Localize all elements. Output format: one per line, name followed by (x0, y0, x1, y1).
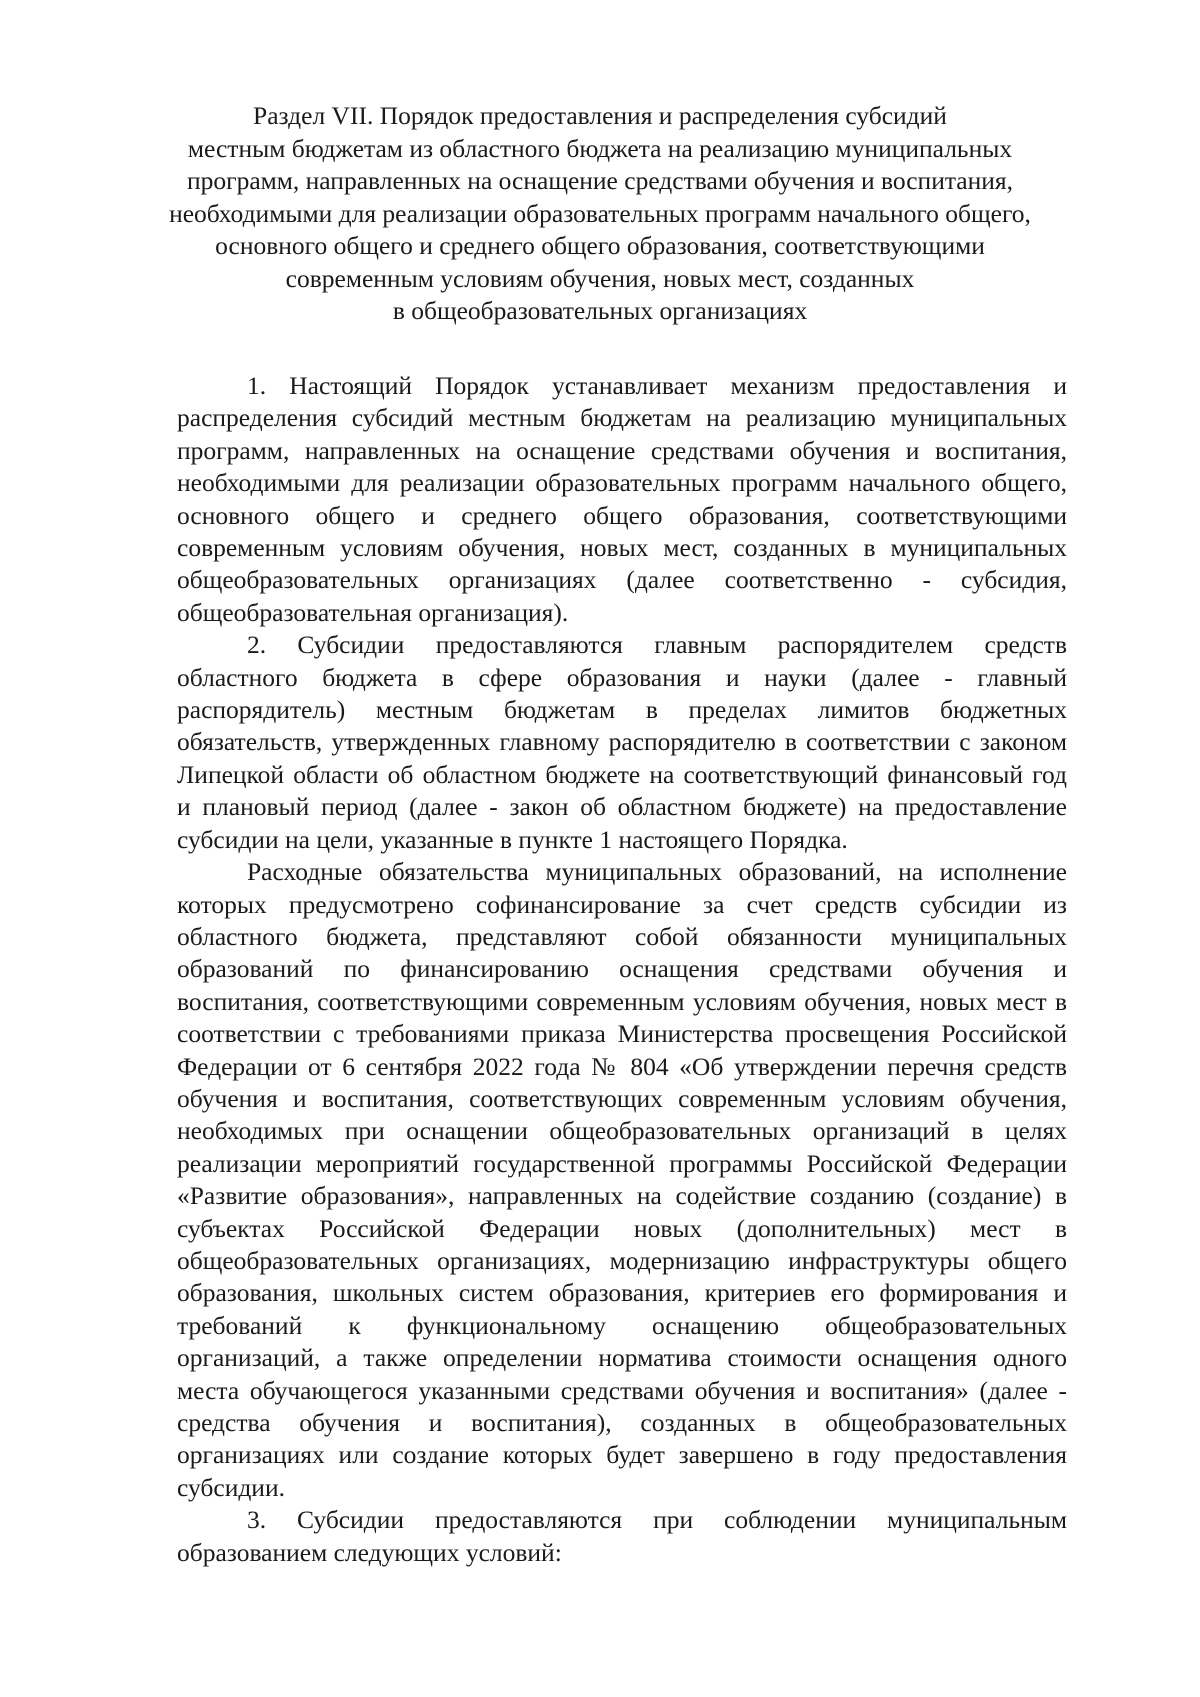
heading-line: Раздел VII. Порядок предоставления и распределения субсидий (253, 101, 947, 130)
paragraph-2 (177, 629, 1067, 856)
text-line: 3. Субсидии предоставляются при соблюдении муниципальным (247, 1505, 1067, 1535)
text-line: областного бюджета в сфере образования и науки (далее - главный (177, 662, 1067, 692)
text-line: программ, направленных на оснащение средствами обучения и воспитания, (177, 435, 1067, 465)
text-line: основного общего и среднего общего образования, соответствующими (177, 500, 1067, 530)
text-line: образованием следующих условий: (177, 1537, 562, 1567)
paragraph-1 (177, 370, 1067, 629)
text-line: необходимых при оснащении общеобразовательных организаций в целях (177, 1116, 1067, 1146)
text-line: и плановый период (далее - закон об областном бюджете) на предоставление (177, 792, 1067, 822)
paragraph-4 (177, 1504, 1067, 1569)
text-line: организаций, а также определении норматива стоимости оснащения одного (177, 1343, 1067, 1373)
text-line: воспитания, соответствующими современным условиям обучения, новых мест в (177, 986, 1067, 1016)
heading-line: основного общего и среднего общего образования, соответствующими (215, 231, 985, 260)
document-body (177, 370, 1067, 1569)
text-line: организациях или создание которых будет завершено в году предоставления (177, 1440, 1067, 1470)
text-line: образований по финансированию оснащения средствами обучения и (177, 954, 1067, 984)
paragraph-3 (177, 856, 1067, 1504)
heading-line: современным условиям обучения, новых мест, созданных (285, 263, 915, 293)
text-line: Расходные обязательства муниципальных образований, на исполнение (247, 857, 1067, 887)
text-line: субсидии. (177, 1472, 285, 1502)
text-line: реализации мероприятий государственной программы Российской Федерации (177, 1148, 1067, 1178)
section-heading (150, 100, 1050, 328)
text-line: распределения субсидий местным бюджетам на реализацию муниципальных (177, 403, 1067, 433)
heading-line: местным бюджетам из областного бюджета на реализацию муниципальных (187, 133, 1013, 163)
text-line: субсидии на цели, указанные в пункте 1 настоящего Порядка. (177, 824, 848, 854)
text-line: общеобразовательных организациях, модернизацию инфраструктуры общего (177, 1245, 1067, 1275)
heading-line: в общеобразовательных организациях (392, 296, 808, 325)
heading-line: программ, направленных на оснащение средствами обучения и воспитания, (186, 166, 1014, 195)
heading-line: необходимыми для реализации образовательных программ начального общего, (169, 198, 1031, 228)
text-line: 1. Настоящий Порядок устанавливает механизм предоставления и (247, 371, 1067, 400)
text-line: образования, школьных систем образования, критериев его формирования и (177, 1278, 1067, 1308)
text-line: которых предусмотрено софинансирование за счет средств субсидии из (177, 889, 1067, 919)
text-line: Федерации от 6 сентября 2022 года № 804 «Об утверждении перечня средств (177, 1051, 1067, 1081)
text-line: современным условиям обучения, новых мест, созданных в муниципальных (177, 533, 1067, 563)
text-line: соответствии с требованиями приказа Министерства просвещения Российской (177, 1019, 1067, 1049)
text-line: обязательств, утвержденных главному распорядителю в соответствии с законом (177, 727, 1067, 757)
text-line: обучения и воспитания, соответствующих современным условиям обучения, (177, 1083, 1067, 1113)
text-line: областного бюджета, представляют собой обязанности муниципальных (177, 921, 1067, 951)
text-line: общеобразовательная организация). (177, 597, 569, 627)
text-line: субъектах Российской Федерации новых (дополнительных) мест в (177, 1213, 1067, 1243)
text-line: распорядитель) местным бюджетам в пределах лимитов бюджетных (177, 695, 1067, 725)
text-line: 2. Субсидии предоставляются главным распорядителем средств (247, 630, 1067, 660)
text-line: Липецкой области об областном бюджете на соответствующий финансовый год (177, 759, 1067, 789)
text-line: общеобразовательных организациях (далее соответственно - субсидия, (177, 565, 1067, 595)
text-line: «Развитие образования», направленных на содействие созданию (создание) в (177, 1181, 1067, 1211)
text-line: необходимыми для реализации образовательных программ начального общего, (177, 468, 1067, 498)
text-line: требований к функциональному оснащению общеобразовательных (177, 1310, 1067, 1340)
text-line: места обучающегося указанными средствами обучения и воспитания» (далее - (177, 1375, 1067, 1405)
text-line: средства обучения и воспитания), созданных в общеобразовательных (177, 1408, 1067, 1437)
